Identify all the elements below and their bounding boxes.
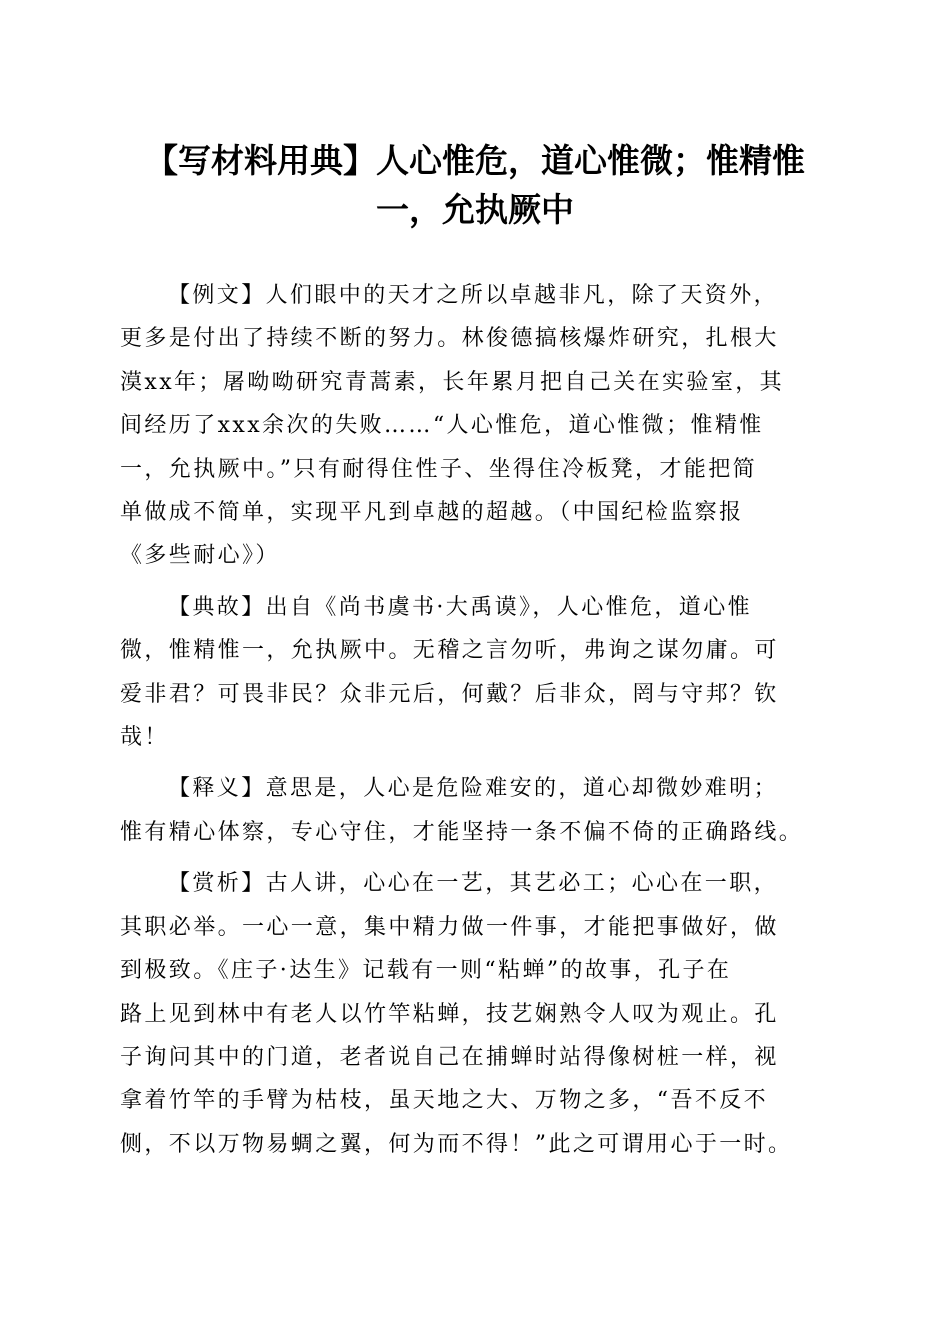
paragraph-allusion — [120, 586, 832, 760]
paragraph-line: 【释义】意思是，人心是危险难安的，道心却微妙难明； — [168, 776, 779, 802]
paragraph-line: 路上见到林中有老人以竹竿粘蝉，技艺娴熟令人叹为观止。孔 — [120, 1001, 779, 1027]
paragraph-line: 爱非君？可畏非民？众非元后，何戴？后非众，罔与守邦？钦 — [120, 681, 779, 707]
document-title — [105, 136, 845, 234]
paragraph-line: 微，惟精惟一，允执厥中。无稽之言勿听，弗询之谋勿庸。可 — [120, 638, 779, 664]
paragraph-line: 漠xx年；屠呦呦研究青蒿素，长年累月把自己关在实验室，其 — [120, 369, 785, 395]
paragraph-line: 间经历了xxx余次的失败……“人心惟危，道心惟微；惟精惟 — [120, 413, 764, 439]
paragraph-line: 拿着竹竿的手臂为枯枝，虽天地之大、万物之多，“吾不反不 — [120, 1088, 769, 1114]
paragraph-line: 【典故】出自《尚书虞书·大禹谟》，人心惟危，道心惟 — [168, 594, 752, 620]
paragraph-line: 《多些耐心》） — [120, 543, 280, 569]
paragraph-line: 更多是付出了持续不断的努力。林俊德搞核爆炸研究，扎根大 — [120, 326, 779, 352]
paragraph-line: 一，允执厥中。”只有耐得住性子、坐得住冷板凳，才能把简 — [120, 456, 758, 482]
title-line: 一，允执厥中 — [376, 190, 574, 229]
paragraph-line: 侧，不以万物易蜩之翼，何为而不得！”此之可谓用心于一时。 — [120, 1131, 793, 1157]
paragraph-line: 子询问其中的门道，老者说自己在捕蝉时站得像树桩一样，视 — [120, 1044, 779, 1070]
paragraph-line: 哉！ — [120, 725, 169, 751]
paragraph-line: 其职必举。一心一意，集中精力做一件事，才能把事做好，做 — [120, 914, 779, 940]
paragraph-line: 惟有精心体察，专心守住，才能坚持一条不偏不倚的正确路线。 — [120, 819, 804, 845]
document-body — [120, 274, 832, 1166]
paragraph-line: 到极致。《庄子·达生》记载有一则“粘蝉”的故事，孔子在 — [120, 958, 732, 984]
title-line: 【写材料用典】人心惟危，道心惟微；惟精惟 — [145, 141, 805, 180]
paragraph-example — [120, 274, 832, 578]
paragraph-meaning — [120, 767, 832, 854]
paragraph-appreciation — [120, 862, 832, 1166]
paragraph-line: 单做成不简单，实现平凡到卓越的超越。（中国纪检监察报 — [120, 500, 744, 526]
paragraph-line: 【例文】人们眼中的天才之所以卓越非凡，除了天资外， — [168, 283, 779, 308]
paragraph-line: 【赏析】古人讲，心心在一艺，其艺必工；心心在一职， — [168, 871, 779, 897]
